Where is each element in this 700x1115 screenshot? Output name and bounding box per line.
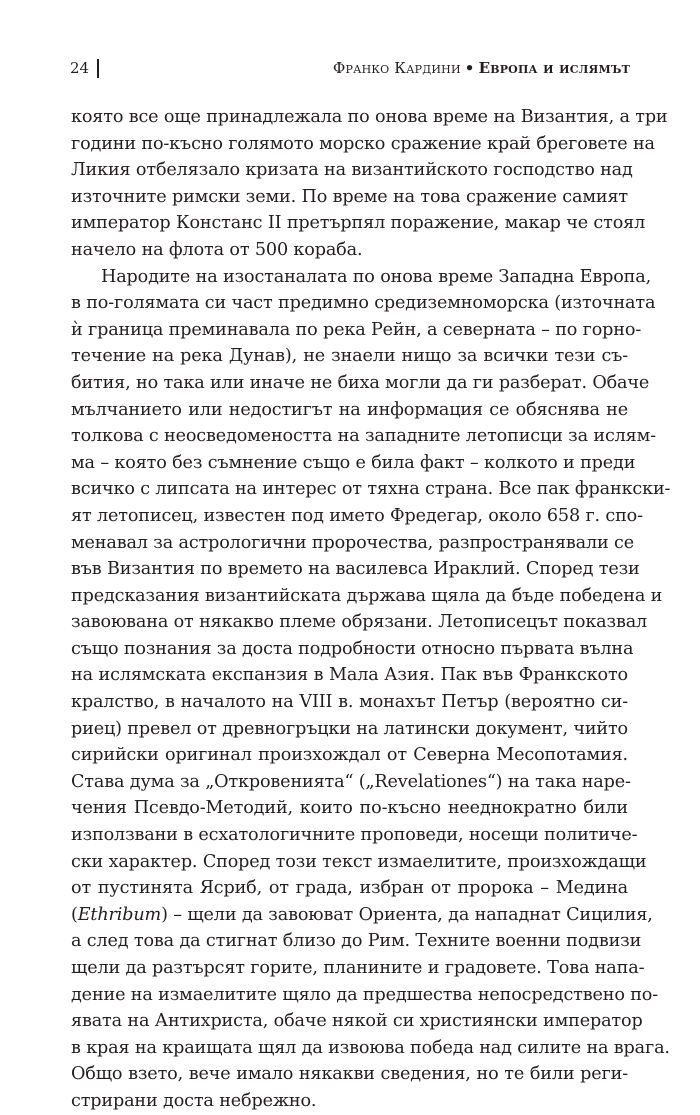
text-line: риец) превел от древногръцки на латински документ, чийто	[71, 718, 628, 739]
text-line: завоювана от някакво племе обрязани. Летописецът показвал	[71, 612, 648, 633]
text-line: Ликия отбелязало кризата на византийското господство над	[71, 160, 633, 181]
page-number: 24	[70, 59, 90, 77]
text-line: стрирани доста небрежно.	[71, 1090, 317, 1111]
paragraph	[71, 264, 671, 1115]
text-line: в по-голямата си част предимно средиземноморска (източната	[71, 293, 656, 314]
text-line: всичко с липсата на интерес от тяхна страна. Все пак франкски-	[71, 479, 671, 500]
text-line: ски характер. Според този текст измаелитите, произхождащи	[71, 851, 647, 872]
text-line: Става дума за „Откровенията“ („Revelationes“) на така наре-	[71, 771, 631, 792]
text-line: използвани в есхатологичните проповеди, носещи политиче-	[71, 825, 638, 846]
running-head-bullet: •	[464, 59, 475, 77]
text-line: бития, но така или иначе не биха могли да ги разберат. Обаче	[71, 372, 650, 393]
text-line: начело на флота от 500 кораба.	[71, 239, 363, 260]
text-line: император Констанс II претърпял поражение, макар че стоял	[71, 213, 646, 234]
text-line: кралство, в началото на VIII в. монахът Петър (вероятно си-	[71, 692, 628, 713]
text-line: която все още принадлежала по онова време на Византия, а три	[71, 107, 668, 127]
text-line: ят летописец, известен под името Фредегар, около 658 г. спо-	[71, 505, 643, 526]
paragraph	[71, 104, 668, 264]
text-line: менавал за астрологични пророчества, разпространявали се	[71, 532, 634, 553]
text-line: щели да разтърсят горите, планините и градовете. Това напа-	[71, 958, 645, 978]
running-header	[70, 56, 630, 80]
text-line: във Византия по времето на василевса Ираклий. Според тези	[71, 559, 640, 580]
text-line: години по-късно голямото морско сражение край бреговете на	[71, 133, 655, 154]
text-line: явата на Антихриста, обаче някой си християнски император	[71, 1011, 643, 1032]
body-text	[71, 104, 671, 1115]
text-line: толкова с неосведомеността на западните летописци за ислям-	[71, 426, 656, 447]
text-line: мълчанието или недостигът на информация се обяснява не	[71, 399, 628, 420]
text-line: сирийски оригинал произхождал от Северна Месопотамия.	[71, 745, 628, 766]
text-line: (Ethribum) – щели да завоюват Ориента, да нападнат Сицилия,	[71, 904, 653, 925]
text-line: Народите на изостаналата по онова време Западна Европа,	[101, 266, 652, 287]
text-line: дение на измаелитите щяло да предшества непосредствено по-	[71, 984, 659, 1005]
text-line: предсказания византийската държава щяла да бъде победена и	[71, 585, 663, 606]
text-line: чения Псевдо-Методий, които по-късно нееднократно били	[71, 798, 628, 819]
text-line: в края на краищата щял да извоюва победа над силите на врага.	[71, 1037, 670, 1058]
text-line: Общо взето, вече имало някакви сведения, но те били реги-	[71, 1064, 628, 1085]
header-divider	[97, 59, 99, 78]
running-head-author: Франко Кардини	[332, 59, 461, 77]
text-line: източните римски земи. По време на това сражение самият	[71, 186, 628, 207]
text-line: на ислямската експанзия в Мала Азия. Пак във Франкското	[71, 665, 628, 686]
text-line: а след това да стигнат близо до Рим. Техните военни подвизи	[71, 931, 642, 952]
text-line: от пустинята Ясриб, от града, избран от пророка – Медина	[71, 878, 628, 899]
running-head	[333, 56, 630, 80]
text-line: течение на река Дунав), не знаели нищо за всички тези съ-	[71, 346, 628, 367]
text-line: ѝ граница преминавала по река Рейн, а северната – по горно-	[71, 319, 642, 340]
text-line: също познания за доста подробности относно първата вълна	[71, 638, 634, 659]
text-line: ма – която без съмнение също е била факт – колкото и преди	[71, 452, 636, 473]
running-head-title: Европа и ислямът	[478, 59, 630, 77]
